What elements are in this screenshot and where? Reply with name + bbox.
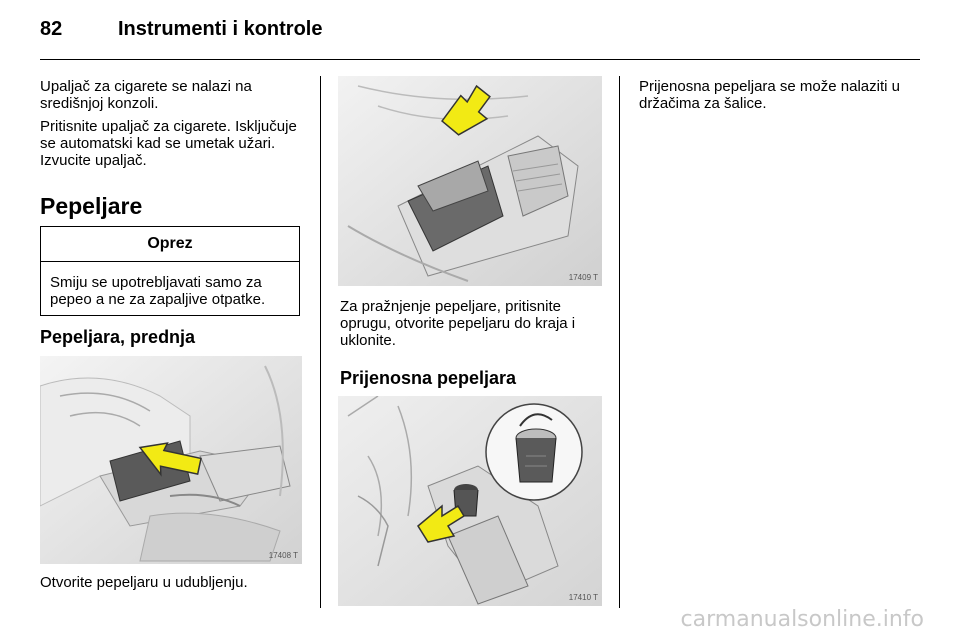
figure-front-ashtray <box>40 356 302 564</box>
front-ashtray-caption-block <box>40 574 310 591</box>
header-rule <box>40 59 920 60</box>
page-header <box>0 0 960 62</box>
empty-ashtray-text: Za pražnjenje pepeljare, pritisnite oprugu, otvorite pepeljaru do kraja i uklonite. <box>340 298 576 349</box>
column-divider-right <box>619 76 620 608</box>
left-column-intro <box>40 78 310 169</box>
page-number: 82 <box>40 18 63 40</box>
figure-portable-ashtray <box>338 396 602 606</box>
watermark: carmanualsonline.info <box>680 607 924 632</box>
subheading-front-ashtray: Pepeljara, prednja <box>40 327 196 347</box>
figure-code-portable: 17410 T <box>568 593 598 602</box>
empty-ashtray-text-block <box>340 298 610 349</box>
subheading-portable-ashtray: Prijenosna pepeljara <box>340 368 517 388</box>
right-column-text-block <box>639 78 914 112</box>
figure-empty-ashtray <box>338 76 602 286</box>
lighter-location-text: Upaljač za cigarete se nalazi na središnjoj konzoli. <box>40 78 252 112</box>
lighter-usage-text: Pritisnite upaljač za cigarete. Isključuje se automatski kad se umetak užari. Izvucite upaljač. <box>40 118 297 169</box>
section-heading-ashtrays: Pepeljare <box>40 193 143 219</box>
caution-title: Oprez <box>41 227 299 262</box>
page-title: Instrumenti i kontrole <box>118 18 323 40</box>
figure-code-front: 17408 T <box>268 551 298 560</box>
caution-box <box>40 226 300 316</box>
portable-ashtray-location-text: Prijenosna pepeljara se može nalaziti u držačima za šalice. <box>639 78 900 112</box>
caution-text: Smiju se upotrebljavati samo za pepeo a ne za zapaljive otpatke. <box>50 274 266 308</box>
figure-code-empty: 17409 T <box>568 273 598 282</box>
front-ashtray-caption: Otvorite pepeljaru u udubljenju. <box>40 574 248 591</box>
column-divider-left <box>320 76 321 608</box>
